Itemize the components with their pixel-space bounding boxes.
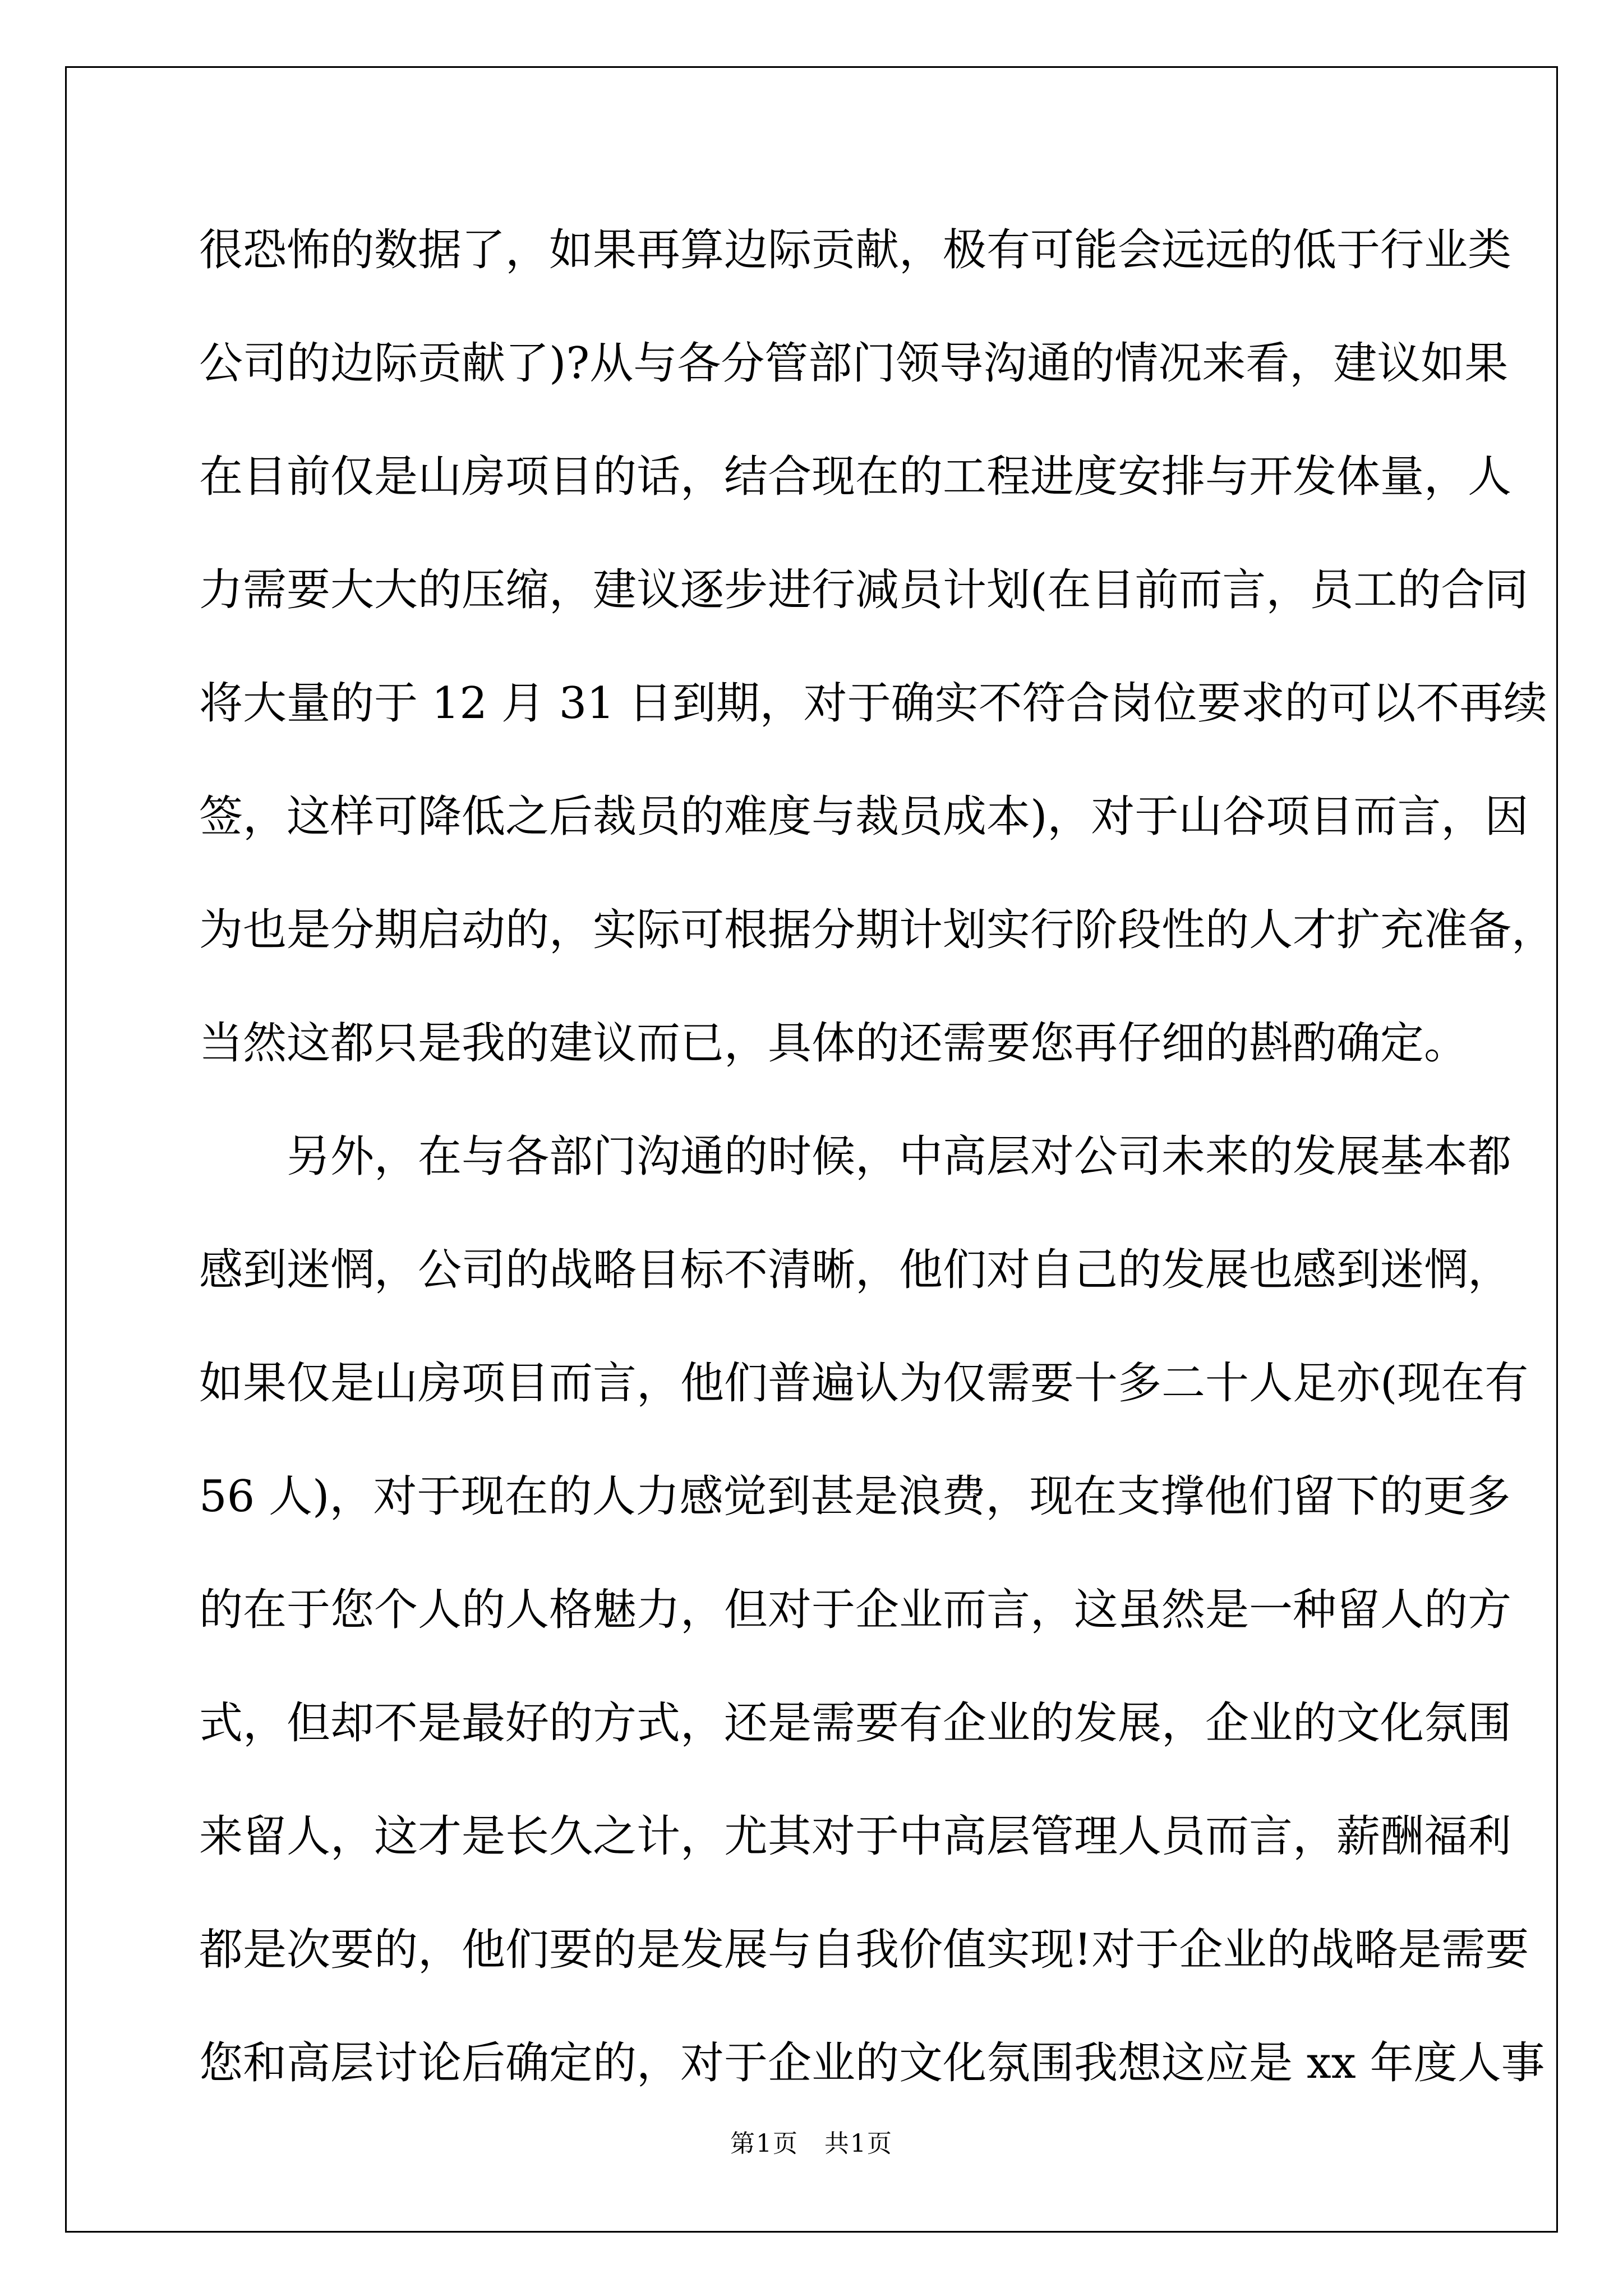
text-line: 如果仅是山房项目而言，他们普遍认为仅需要十多二十人足亦(现在有 <box>199 1358 1529 1409</box>
paragraph-first-line: 另外，在与各部门沟通的时候，中高层对公司未来的发展基本都 <box>287 1131 1512 1182</box>
text-line: 感到迷惘，公司的战略目标不清晰，他们对自己的发展也感到迷惘， <box>199 1245 1512 1295</box>
text-line: 来留人，这才是长久之计，尤其对于中高层管理人员而言，薪酬福利 <box>199 1811 1512 1862</box>
text-line: 都是次要的，他们要的是发展与自我价值实现!对于企业的战略是需要 <box>199 1925 1529 1975</box>
text-line: 当然这都只是我的建议而已，具体的还需要您再仔细的斟酌确定。 <box>199 1018 1468 1069</box>
text-line: 将大量的于 12 月 31 日到期，对于确实不符合岗位要求的可以不再续 <box>199 678 1547 729</box>
text-line: 您和高层讨论后确定的，对于企业的文化氛围我想这应是 xx 年度人事 <box>199 2038 1545 2088</box>
text-line: 式，但却不是最好的方式，还是需要有企业的发展，企业的文化氛围 <box>199 1698 1512 1749</box>
text-line: 56 人)，对于现在的人力感觉到甚是浪费，现在支撑他们留下的更多 <box>199 1471 1511 1522</box>
document-body <box>199 194 1556 2120</box>
text-line: 公司的边际贡献了)?从与各分管部门领导沟通的情况来看，建议如果 <box>199 338 1509 389</box>
text-line: 的在于您个人的人格魅力，但对于企业而言，这虽然是一种留人的方 <box>199 1585 1512 1635</box>
text-line: 签，这样可降低之后裁员的难度与裁员成本)，对于山谷项目而言，因 <box>199 792 1529 842</box>
page-number-footer: 第1页 共1页 <box>730 2129 893 2158</box>
text-line: 在目前仅是山房项目的话，结合现在的工程进度安排与开发体量，人 <box>199 452 1512 502</box>
text-line: 很恐怖的数据了，如果再算边际贡献，极有可能会远远的低于行业类 <box>199 225 1512 275</box>
text-line: 为也是分期启动的，实际可根据分期计划实行阶段性的人才扩充准备， <box>199 905 1556 955</box>
text-line: 力需要大大的压缩，建议逐步进行减员计划(在目前而言，员工的合同 <box>199 565 1529 615</box>
